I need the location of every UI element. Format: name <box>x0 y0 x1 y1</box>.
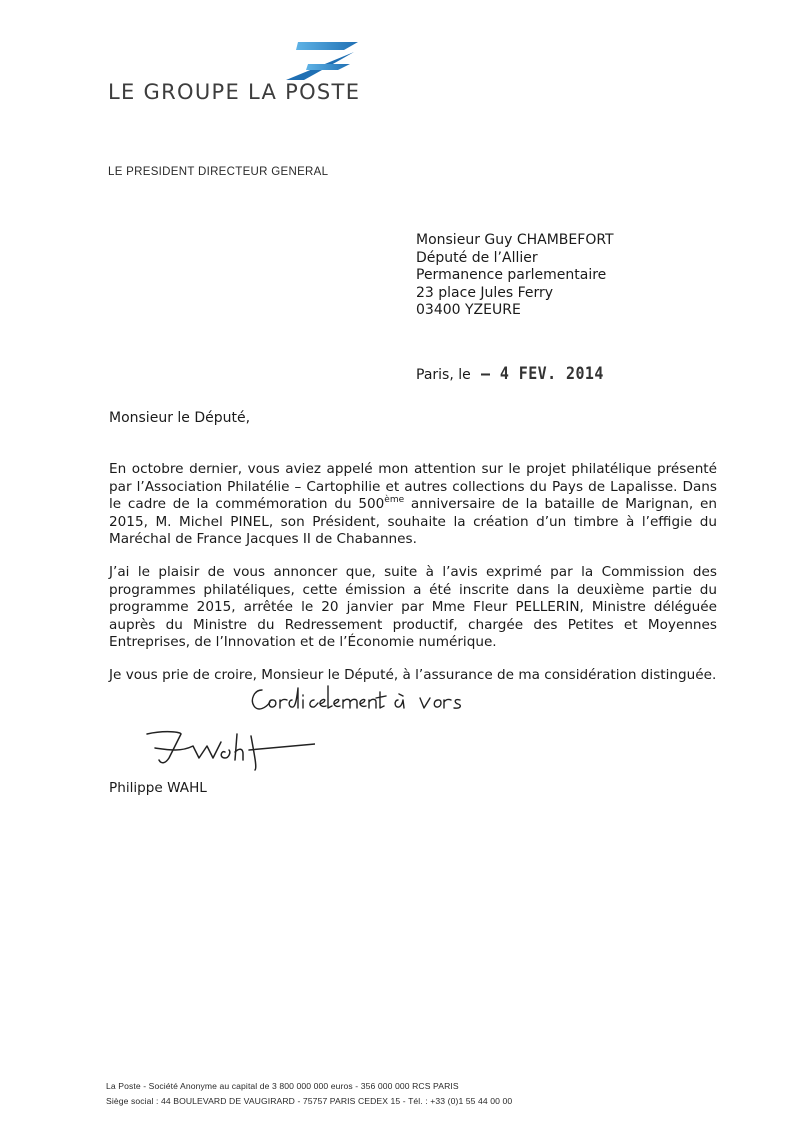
footer-line: La Poste - Société Anonyme au capital de 3 800 000 000 euros - 356 000 000 RCS PARIS <box>106 1081 459 1091</box>
footer <box>106 1079 512 1109</box>
la-poste-logo <box>108 40 368 110</box>
footer-line: Siège social : 44 BOULEVARD DE VAUGIRARD - 75757 PARIS CEDEX 15 - Tél. : +33 (0)1 55 44 00 00 <box>106 1096 513 1106</box>
date-stamp: – 4 FEV. 2014 <box>480 364 604 384</box>
salutation: Monsieur le Député, <box>109 410 251 426</box>
handwritten-note <box>248 682 470 718</box>
la-poste-logo-mark-icon <box>284 40 364 82</box>
paragraph-text: En octobre dernier, vous aviez appelé mon attention sur le projet philatélique présenté par l’Association Philatélie – Cartophilie et autres collections du Pays de Lapalisse. Dans le cadre de la commémoration du 500 <box>109 461 717 513</box>
handwritten-signature <box>145 728 315 772</box>
recipient-line: Permanence parlementaire <box>416 267 607 283</box>
logo-text: LE GROUPE LA POSTE <box>108 80 361 104</box>
date-line <box>416 364 620 384</box>
signer-name: Philippe WAHL <box>109 780 207 796</box>
signatory-title: LE PRESIDENT DIRECTEUR GENERAL <box>108 166 329 178</box>
date-prefix: Paris, le <box>416 367 471 383</box>
closing-paragraph: Je vous prie de croire, Monsieur le Député, à l’assurance de ma considération distinguée. <box>109 666 717 683</box>
recipient-line: 23 place Jules Ferry <box>416 284 554 301</box>
recipient-line: 03400 YZEURE <box>416 302 521 318</box>
recipient-line: Monsieur Guy CHAMBEFORT <box>416 232 614 248</box>
superscript: ème <box>384 495 405 506</box>
body-paragraph <box>109 461 717 549</box>
body-paragraph: J’ai le plaisir de vous annoncer que, suite à l’avis exprimé par la Commission des programmes philatéliques, cette émission a été inscrite dans la deuxième partie du programme 2015, arrêtée le 20 janvier par Mme Fleur PELLERIN, Ministre déléguée auprès du Ministre du Redressement productif, chargée des Petites et Moyennes Entreprises, de l’Innovation et de l’Économie numérique. <box>109 563 717 651</box>
recipient-line: Député de l’Allier <box>416 249 538 266</box>
letter-body <box>109 461 717 700</box>
paragraph-text: anniversaire de la bataille de Marignan, en 2015, M. Michel PINEL, son Président, souhaite la création d’un timbre à l’effigie du Maréchal de France Jacques II de Chabannes. <box>109 496 717 548</box>
recipient-address <box>416 232 614 320</box>
